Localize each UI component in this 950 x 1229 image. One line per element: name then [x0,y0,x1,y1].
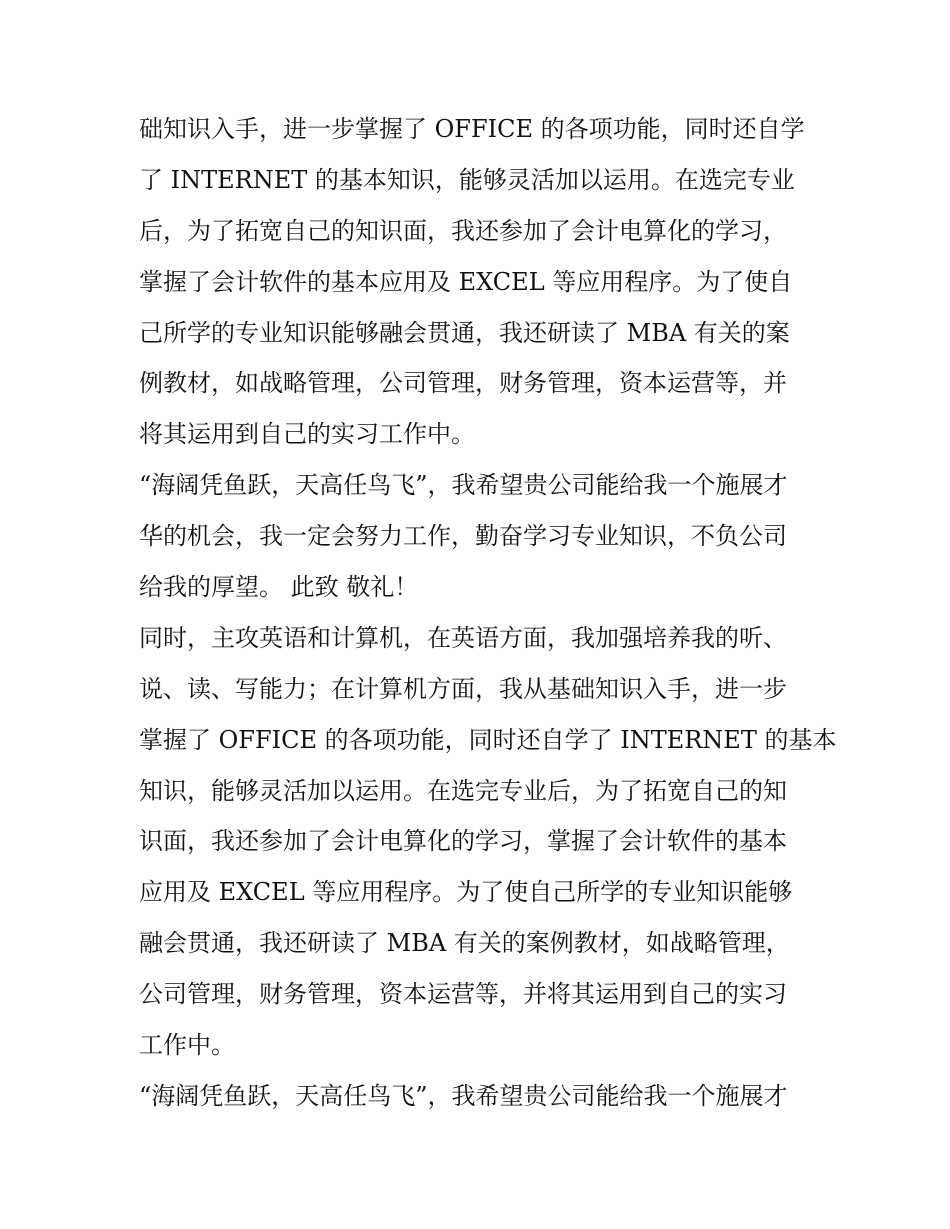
text-line: 例教材，如战略管理，公司管理，财务管理，资本运营等，并 [139,369,787,398]
body-text [139,104,837,1122]
text-line: 掌握了会计软件的基本应用及 EXCEL 等应用程序。为了使自 [139,267,793,296]
text-line: 工作中。 [139,1031,235,1060]
text-line: “海阔凭鱼跃，天高任鸟飞”，我希望贵公司能给我一个施展才 [139,471,788,500]
text-line: 了 INTERNET 的基本知识，能够灵活加以运用。在选完专业 [139,165,795,194]
text-line: 识面，我还参加了会计电算化的学习，掌握了会计软件的基本 [139,827,787,856]
text-line: 给我的厚望。 此致 敬礼！ [139,573,419,602]
text-line: 掌握了 OFFICE 的各项功能，同时还自学了 INTERNET 的基本 [139,725,837,754]
text-line: 说、读、写能力；在计算机方面，我从基础知识入手，进一步 [139,674,787,703]
text-line: 应用及 EXCEL 等应用程序。为了使自己所学的专业知识能够 [139,878,793,907]
text-line: 知识，能够灵活加以运用。在选完专业后，为了拓宽自己的知 [139,776,787,805]
text-line: “海阔凭鱼跃，天高任鸟飞”，我希望贵公司能给我一个施展才 [139,1081,788,1110]
text-line: 己所学的专业知识能够融会贯通，我还研读了 MBA 有关的案 [139,318,790,347]
text-line: 将其运用到自己的实习工作中。 [139,420,475,449]
text-line: 融会贯通，我还研读了 MBA 有关的案例教材，如战略管理， [139,929,790,958]
text-line: 后，为了拓宽自己的知识面，我还参加了会计电算化的学习， [139,216,787,245]
text-line: 同时，主攻英语和计算机，在英语方面，我加强培养我的听、 [139,623,787,652]
text-line: 华的机会，我一定会努力工作，勤奋学习专业知识，不负公司 [139,522,787,551]
text-line: 公司管理，财务管理，资本运营等，并将其运用到自己的实习 [139,980,787,1009]
text-line: 础知识入手，进一步掌握了 OFFICE 的各项功能，同时还自学 [139,115,805,143]
